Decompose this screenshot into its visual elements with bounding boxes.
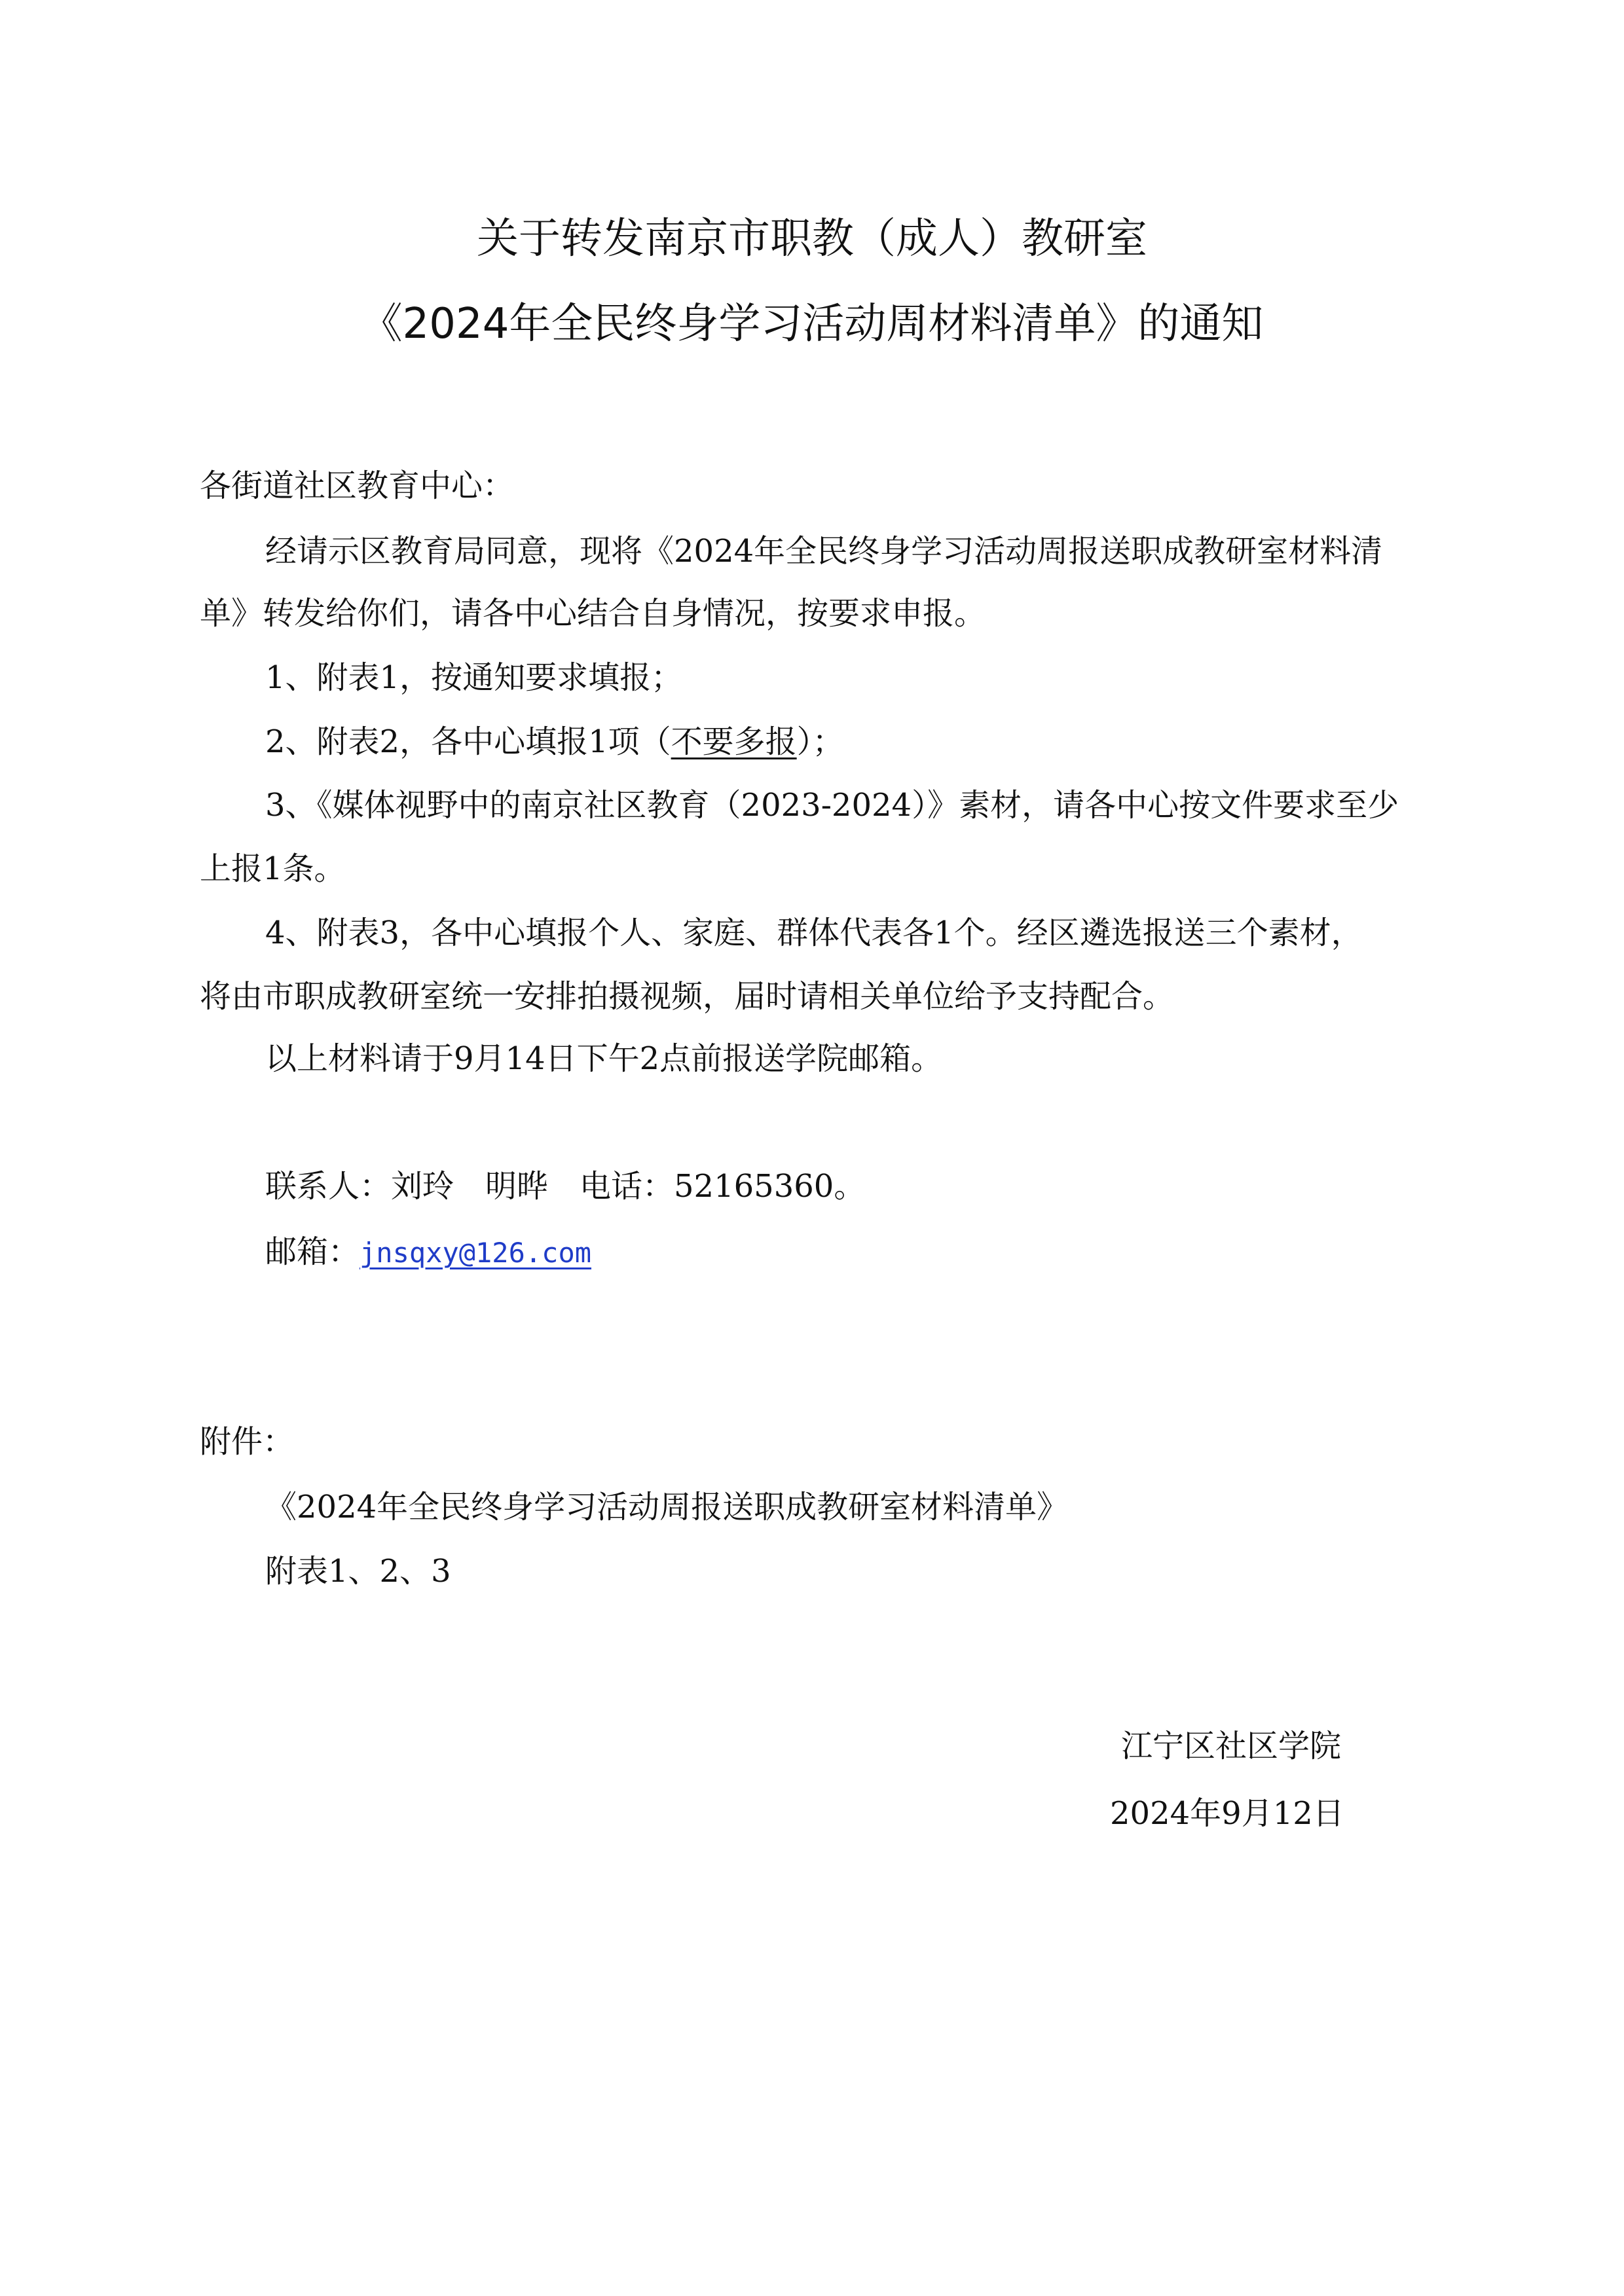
attachment-item-2: 附表1、2、3: [265, 1553, 451, 1590]
salutation: 各街道社区教育中心：: [200, 467, 515, 504]
item-2-prefix: 2、附表2，各中心填报1项（: [265, 723, 671, 760]
item-1: 1、附表1，按通知要求填报；: [265, 659, 683, 696]
item-2: [265, 721, 844, 763]
item-2-emphasis: 不要多报: [671, 723, 797, 760]
document-title-line-2: 《2024年全民终身学习活动周材料清单》的通知: [360, 300, 1264, 348]
contact-info: 联系人：刘玲 明晔 电话：52165360。: [265, 1168, 866, 1205]
email-link[interactable]: jnsqxy@126.com: [360, 1237, 592, 1269]
attachment-label: 附件：: [200, 1423, 295, 1460]
signature-date: 2024年9月12日: [1110, 1795, 1344, 1832]
email-line: [265, 1231, 591, 1274]
signature-organization: 江宁区社区学院: [1121, 1728, 1342, 1764]
item-2-suffix: ）；: [796, 723, 844, 760]
item-3-line-2: 上报1条。: [200, 850, 346, 887]
attachment-item-1: 《2024年全民终身学习活动周报送职成教研室材料清单》: [265, 1489, 1069, 1525]
item-4-line-1: 4、附表3，各中心填报个人、家庭、群体代表各1个。经区遴选报送三个素材，: [265, 915, 1363, 951]
intro-paragraph-line-1: 经请示区教育局同意，现将《2024年全民终身学习活动周报送职成教研室材料清: [265, 533, 1383, 570]
intro-paragraph-line-2: 单》转发给你们，请各中心结合自身情况，按要求申报。: [200, 595, 986, 632]
deadline-note: 以上材料请于9月14日下午2点前报送学院邮箱。: [265, 1040, 943, 1077]
email-label: 邮箱：: [265, 1233, 360, 1270]
document-title-line-1: 关于转发南京市职教（成人）教研室: [477, 215, 1147, 263]
item-4-line-2: 将由市职成教研室统一安排拍摄视频，届时请相关单位给予支持配合。: [200, 978, 1175, 1015]
item-3-line-1: 3、《媒体视野中的南京社区教育（2023-2024）》素材，请各中心按文件要求至少: [265, 787, 1399, 824]
